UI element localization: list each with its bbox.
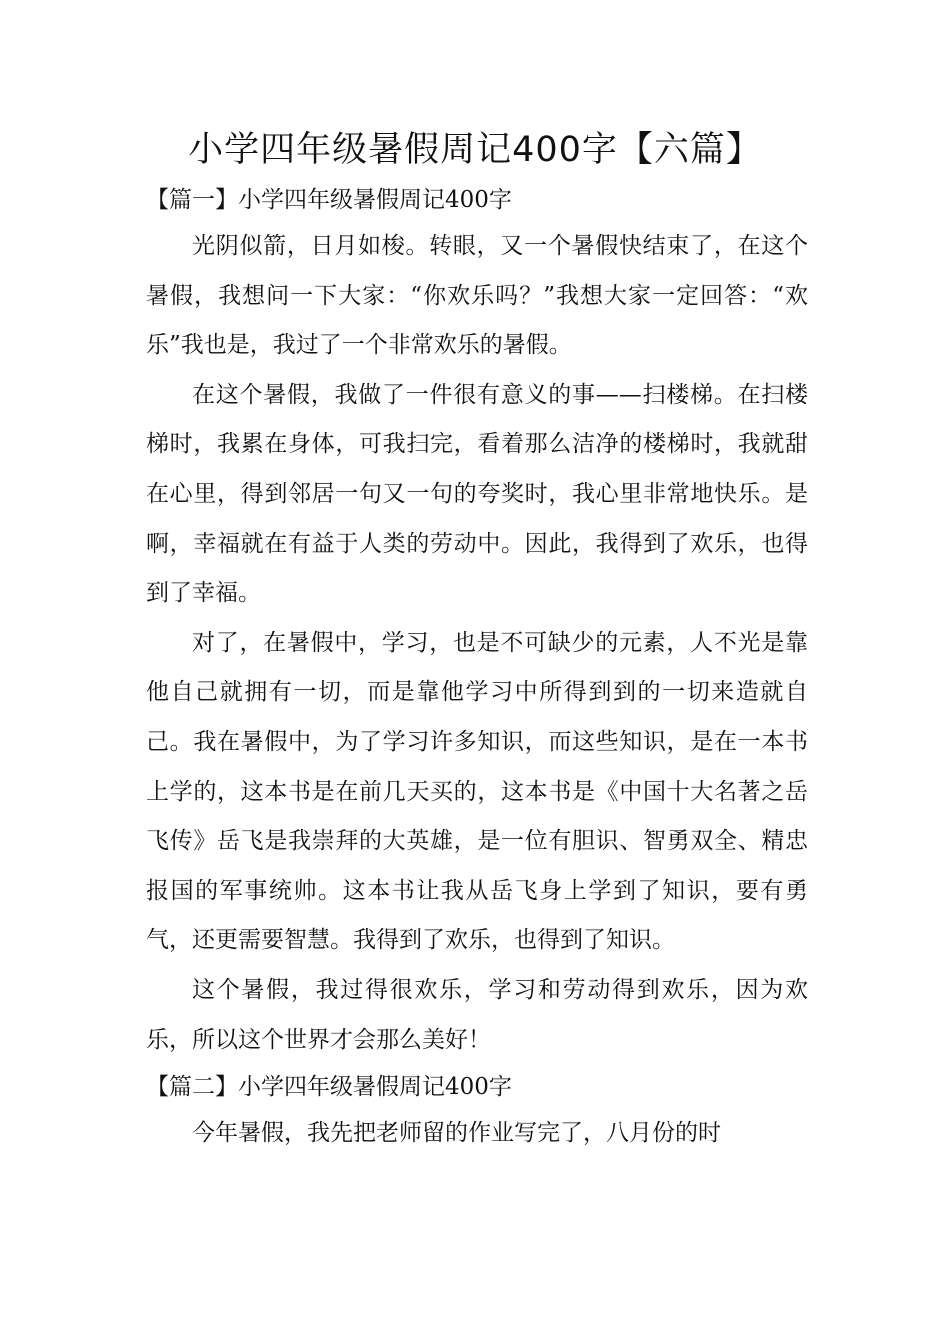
paragraph: 对了，在暑假中，学习，也是不可缺少的元素，人不光是靠他自己就拥有一切，而是靠他学习中所得到到的一切来造就自己。我在暑假中，为了学习许多知识，而这些知识，是在一本书上学的，这本书是在前几天买的，这本书是《中国十大名著之岳飞传》岳飞是我崇拜的大英雄，是一位有胆识、智勇双全、精忠报国的军事统帅。这本书让我从岳飞身上学到了知识，要有勇气，还更需要智慧。我得到了欢乐，也得到了知识。	[146, 629, 808, 954]
document-title: 小学四年级暑假周记400字【六篇】	[188, 130, 762, 170]
paragraph: 在这个暑假，我做了一件很有意义的事——扫楼梯。在扫楼梯时，我累在身体，可我扫完，看着那么洁净的楼梯时，我就甜在心里，得到邻居一句又一句的夸奖时，我心里非常地快乐。是啊，幸福就在有益于人类的劳动中。因此，我得到了欢乐，也得到了幸福。	[146, 381, 808, 607]
document-body	[146, 178, 808, 1159]
section-1	[146, 178, 808, 1065]
section-heading: 【篇二】小学四年级暑假周记400字	[146, 1074, 512, 1101]
paragraph: 这个暑假，我过得很欢乐，学习和劳动得到欢乐，因为欢乐，所以这个世界才会那么美好！	[146, 976, 808, 1053]
paragraph: 今年暑假，我先把老师留的作业写完了，八月份的时	[192, 1120, 721, 1147]
section-heading: 【篇一】小学四年级暑假周记400字	[146, 187, 512, 213]
section-2	[146, 1065, 808, 1159]
paragraph: 光阴似箭，日月如梭。转眼，又一个暑假快结束了，在这个暑假，我想问一下大家：“你欢乐吗？”我想大家一定回答：“欢乐”我也是，我过了一个非常欢乐的暑假。	[146, 233, 808, 359]
